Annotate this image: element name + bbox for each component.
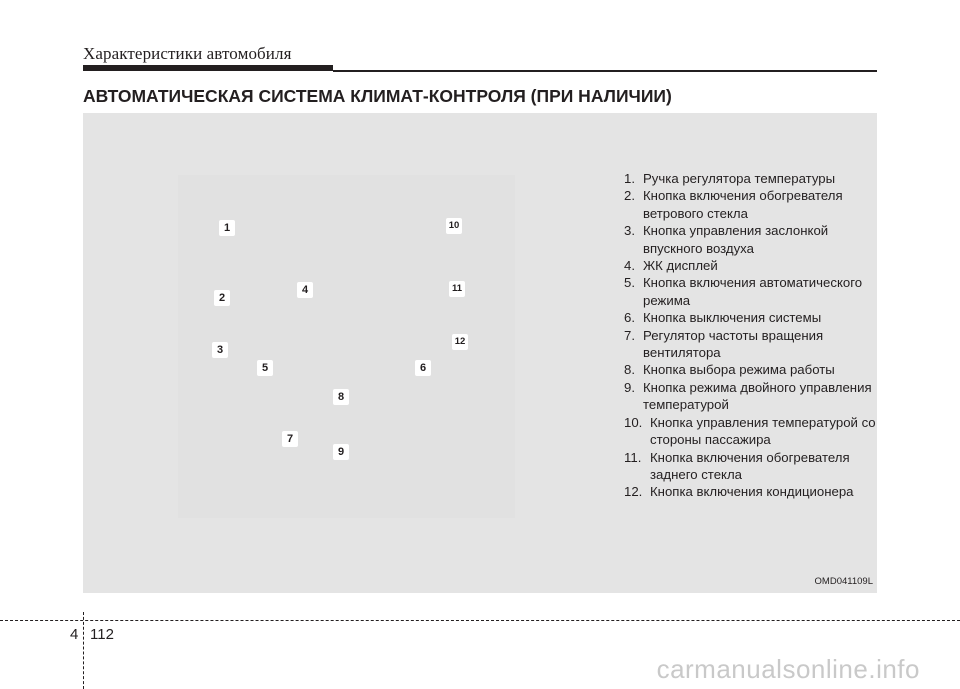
legend-item-text: Регулятор частоты вращения вентилятора: [643, 327, 824, 361]
figure-panel: [83, 113, 877, 593]
legend-item-text: ЖК дисплей: [643, 258, 718, 274]
legend-item: [624, 309, 877, 326]
legend-item-text: Кнопка включения автоматического режима: [643, 275, 863, 308]
figure-code: OMD041109L: [814, 576, 873, 587]
callout-3: 3: [212, 342, 228, 358]
legend-item-text: Кнопка включения обогревателя заднего стекла: [650, 449, 850, 482]
page-number: 112: [90, 626, 114, 643]
callout-8: 8: [333, 389, 349, 405]
legend-item: [624, 379, 877, 414]
chapter-number: 4: [70, 626, 79, 643]
legend-item-text: Кнопка управления заслонкой впускного воздуха: [643, 223, 829, 256]
header-rule-thick: [83, 65, 333, 71]
callout-5: 5: [257, 360, 273, 376]
legend-item: [624, 222, 877, 257]
callout-7: 7: [282, 431, 298, 447]
legend-item: [624, 361, 877, 378]
legend-item: [624, 483, 877, 500]
header-title: Характеристики автомобиля: [83, 44, 292, 63]
legend-item-number: 10.: [624, 414, 643, 430]
control-panel-photo: [178, 175, 515, 518]
callout-4: 4: [297, 282, 313, 298]
callout-1: 1: [219, 220, 235, 236]
legend-item-text: Кнопка режима двойного управления температурой: [643, 379, 872, 413]
legend-item-number: 8.: [624, 362, 635, 378]
header-rule-thin: [333, 70, 877, 72]
legend-item: [624, 257, 877, 274]
legend-item-number: 11.: [624, 449, 642, 465]
callout-10: 10: [446, 218, 462, 234]
section-title: АВТОМАТИЧЕСКАЯ СИСТЕМА КЛИМАТ-КОНТРОЛЯ (ПРИ НАЛИЧИИ): [83, 86, 672, 106]
legend-item: [624, 170, 877, 187]
legend-item-number: 4.: [624, 258, 635, 274]
legend-list: [624, 170, 877, 501]
legend-item-text: Кнопка включения кондиционера: [650, 484, 854, 500]
legend-item: [624, 449, 877, 484]
legend-item-text: Кнопка выбора режима работы: [643, 362, 835, 378]
legend-item: [624, 414, 877, 449]
legend-item-number: 7.: [624, 327, 635, 343]
callout-6: 6: [415, 360, 431, 376]
legend-item: [624, 187, 877, 222]
legend-item-number: 2.: [624, 188, 635, 204]
legend-item-number: 5.: [624, 275, 635, 291]
legend-item-number: 3.: [624, 223, 635, 239]
legend-item-number: 9.: [624, 379, 635, 395]
callout-9: 9: [333, 444, 349, 460]
legend-item-text: Кнопка выключения системы: [643, 310, 822, 326]
callout-12: 12: [452, 334, 468, 350]
footer-hline: [0, 620, 960, 621]
callout-2: 2: [214, 290, 230, 306]
legend-item-text: Кнопка включения обогревателя ветрового стекла: [643, 188, 843, 221]
legend-item-text: Кнопка управления температурой со стороны пассажира: [650, 414, 876, 448]
legend-item: [624, 327, 877, 362]
legend-item-number: 1.: [624, 171, 635, 186]
legend-item: [624, 274, 877, 309]
footer-vline: [83, 612, 84, 689]
legend-item-number: 12.: [624, 484, 643, 500]
legend-item-text: Ручка регулятора температуры: [643, 171, 836, 186]
legend-item-number: 6.: [624, 310, 635, 326]
callout-11: 11: [449, 281, 465, 297]
watermark: carmanualsonline.info: [656, 654, 920, 684]
